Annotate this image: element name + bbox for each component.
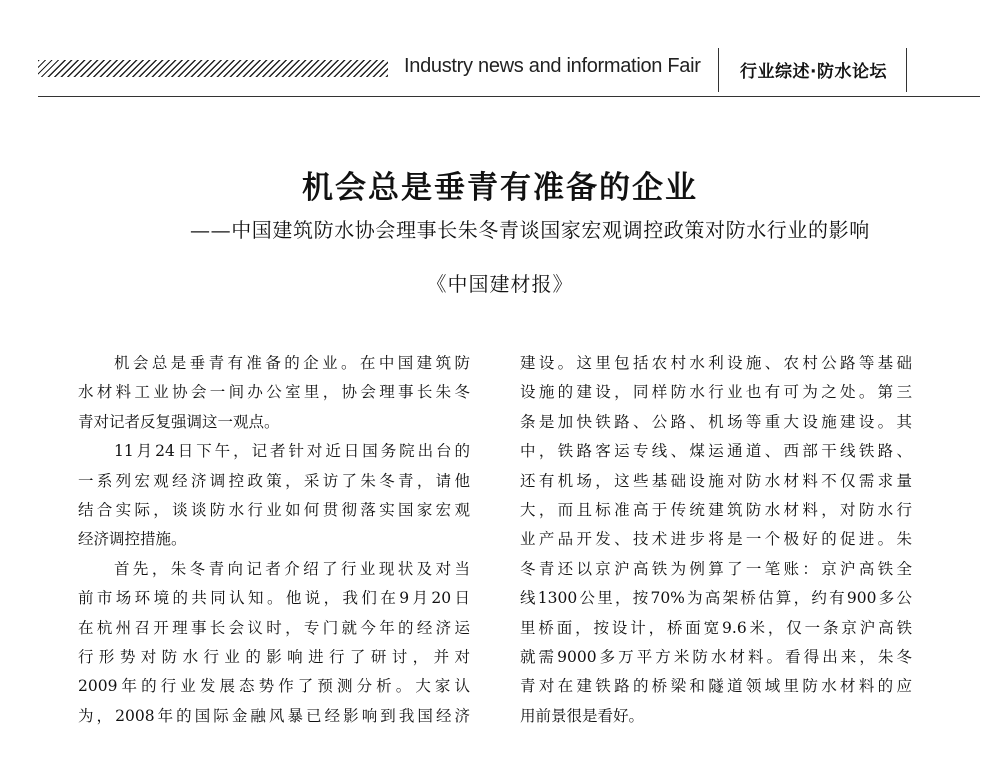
text-line: 青对在建铁路的桥梁和隧道领域里防水材料的应	[520, 677, 912, 696]
text-line: 首先，朱冬青向记者介绍了行业现状及对当	[114, 559, 470, 578]
right-column	[520, 349, 912, 731]
page-header	[0, 0, 1000, 100]
text-line: 为，2008年的国际金融风暴已经影响到我国经济	[78, 706, 470, 725]
text-line: 水材料工业协会一间办公室里，协会理事长朱冬	[78, 383, 470, 402]
text-line: 结合实际，谈谈防水行业如何贯彻落实国家宏观	[78, 500, 470, 519]
header-divider-left	[718, 48, 719, 92]
text-line: 就需9000多万平方米防水材料。看得出来，朱冬	[520, 647, 912, 666]
text-line: 条是加快铁路、公路、机场等重大设施建设。其	[520, 412, 912, 431]
paragraph	[78, 437, 470, 555]
text-line: 青对记者反复强调这一观点。	[78, 412, 280, 431]
text-line: 一系列宏观经济调控政策，采访了朱冬青，请他	[78, 471, 470, 490]
text-line: 前市场环境的共同认知。他说，我们在9月20日	[78, 589, 470, 608]
text-line: 2009年的行业发展态势作了预测分析。大家认	[78, 677, 470, 696]
text-line: 里桥面，按设计，桥面宽9.6米，仅一条京沪高铁	[520, 618, 912, 637]
text-line: 经济调控措施。	[78, 530, 187, 549]
paragraph	[520, 349, 912, 731]
article-subtitle: ——中国建筑防水协会理事长朱冬青谈国家宏观调控政策对防水行业的影响	[190, 218, 870, 242]
text-line: 建设。这里包括农村水利设施、农村公路等基础	[520, 354, 912, 372]
header-section-label: 行业综述·防水论坛	[740, 62, 887, 82]
text-line: 机会总是垂青有准备的企业。在中国建筑防	[114, 354, 470, 372]
text-line: 设施的建设，同样防水行业也有可为之处。第三	[520, 383, 912, 402]
text-line: 中，铁路客运专线、煤运通道、西部干线铁路、	[520, 442, 912, 461]
header-english-title: Industry news and information Fair	[404, 55, 701, 77]
header-hatch-decoration	[38, 60, 388, 77]
article-source: 《中国建材报》	[426, 272, 574, 296]
text-line: 用前景很是看好。	[520, 706, 645, 725]
text-line: 业产品开发、技术进步将是一个极好的促进。朱	[520, 530, 912, 549]
text-line: 在杭州召开理事长会议时，专门就今年的经济运	[78, 618, 470, 637]
text-line: 还有机场，这些基础设施对防水材料不仅需求量	[520, 471, 912, 490]
article-title: 机会总是垂青有准备的企业	[302, 170, 698, 206]
header-rule	[38, 96, 980, 97]
paragraph	[78, 349, 470, 437]
text-line: 行形势对防水行业的影响进行了研讨，并对	[78, 647, 470, 666]
text-line: 冬青还以京沪高铁为例算了一笔账：京沪高铁全	[520, 559, 912, 578]
paragraph	[78, 555, 470, 731]
text-line: 线1300公里，按70%为高架桥估算，约有900多公	[520, 589, 912, 608]
text-line: 11月24日下午，记者针对近日国务院出台的	[114, 442, 470, 461]
left-column	[78, 349, 470, 731]
header-divider-right	[906, 48, 907, 92]
text-line: 大，而且标准高于传统建筑防水材料，对防水行	[520, 500, 912, 519]
